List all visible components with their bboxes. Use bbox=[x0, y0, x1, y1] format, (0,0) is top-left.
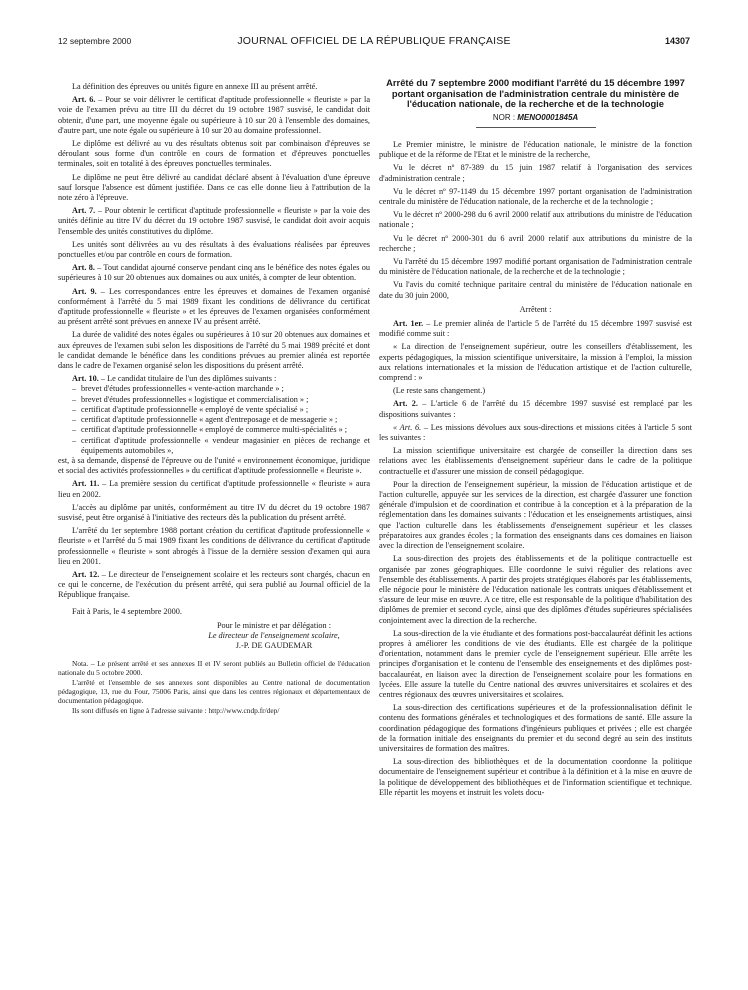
paragraph: Les unités sont délivrées au vu des résultats à des évaluations réalisées par épreuves ponctuelles et/ou par contrôle en cours de formation. bbox=[58, 239, 370, 260]
article-label: Art. 2. bbox=[393, 399, 418, 409]
article-11 bbox=[58, 479, 370, 499]
article-9 bbox=[58, 287, 370, 328]
list-item: – certificat d'aptitude professionnelle « agent d'entreposage et de messagerie » ; bbox=[72, 415, 370, 425]
article-text: – Pour obtenir le certificat d'aptitude professionnelle « fleuriste » par la voie des unités définie au titre IV du décret du 19 octobre 1987 susvisé, le candidat doit avoir acquis l'ensemble des unités constitutives du diplôme. bbox=[58, 206, 370, 236]
article-8 bbox=[58, 263, 370, 283]
nor-label: NOR : bbox=[492, 112, 518, 122]
paragraph: Le diplôme ne peut être délivré au candidat déclaré absent à l'évaluation d'une épreuve sauf lorsque l'absence est dûment justifiée. Dans ce cas elle donne lieu à l'attribution de la note zéro à l'épreuve. bbox=[58, 172, 370, 203]
visa: Vu le décret nº 97-1149 du 15 décembre 1997 portant organisation de l'administration centrale du ministère de l'éducation nationale, de la recherche et de la technologie ; bbox=[379, 186, 692, 206]
date-place: Fait à Paris, le 4 septembre 2000. bbox=[72, 606, 182, 616]
note-paragraph: L'arrêté et l'ensemble de ses annexes sont disponibles au Centre national de documentation pédagogique, 13, rue du Four, 75006 Paris, ainsi que dans les centres régionaux et départementaux de documentation pédagogique. bbox=[58, 678, 370, 706]
paragraph: est, à sa demande, dispensé de l'épreuve ou de l'unité « environnement économique, juridique et social des activités professionnelles » du certificat d'aptitude professionnelle « fleuriste ». bbox=[58, 455, 370, 476]
paragraph: L'arrêté du 1er septembre 1988 portant création du certificat d'aptitude professionnelle « fleuriste » et l'arrêté du 5 mai 1989 fixant les conditions de délivrance du certificat d'aptitude professionnelle « fleuriste » sont abrogés à l'issue de la dernière session d'examen qui aura lieu en 2001. bbox=[58, 526, 370, 566]
signatory-name: J.-P. DE GAUDEMAR bbox=[235, 641, 313, 651]
article-label: Art. 8. bbox=[72, 263, 95, 273]
visa: Vu le décret nº 2000-298 du 6 avril 2000 relatif aux attributions du ministre de l'éducation nationale ; bbox=[379, 210, 692, 230]
article-label: Art. 12. bbox=[72, 569, 100, 579]
article-text: – Pour se voir délivrer le certificat d'aptitude professionnelle « fleuriste » par la voie de l'examen prévu au titre III du décret du 19 octobre 1987 susvisé, le candidat doit obtenir, d'une part, une moyenne égale ou supérieure à 10 sur 20 à l'ensemble des domaines, d'autre part, une note égale ou supérieure à 10 sur 20 au domaine professionnel. bbox=[58, 95, 370, 135]
article-text: – L'article 6 de l'arrêté du 15 décembre 1997 susvisé est remplacé par les dispositions suivantes : bbox=[379, 399, 692, 419]
separator-rule bbox=[476, 127, 596, 128]
quotation: « La direction de l'enseignement supérieur, outre les conseillers d'établissement, les experts pédagogiques, la mission scientifique universitaire, la mission à l'emploi, la mission aux relations internationales et la mission de l'éducation artistique et de l'action culturelle, comprend : » bbox=[379, 342, 692, 383]
list-item: – certificat d'aptitude professionnelle « employé de vente spécialisé » ; bbox=[72, 405, 370, 415]
paragraph: (Le reste sans changement.) bbox=[393, 386, 486, 396]
article-label: Art. 6. bbox=[72, 95, 96, 105]
visa: Vu le décret nº 87-389 du 15 juin 1987 relatif à l'organisation des services d'administration centrale ; bbox=[379, 163, 692, 183]
paragraph: La sous-direction des bibliothèques et de la documentation coordonne la politique documentaire de l'enseignement supérieur et contribue à la définition et à la mise en œuvre de la politique de développement des bibliothèques et de l'information scientifique et technique. Elle répartit les moyens et instruit les volets docu- bbox=[379, 757, 692, 797]
paragraph: Le diplôme est délivré au vu des résultats obtenus soit par combinaison d'épreuves se déroulant sous forme d'un contrôle en cours de formation et d'épreuves ponctuelles terminales, soit en totalité à des épreuves ponctuelles terminales. bbox=[58, 139, 370, 169]
arretent-heading: Arrêtent : bbox=[519, 304, 552, 314]
article-text: – Le candidat titulaire de l'un des diplômes suivants : bbox=[98, 374, 277, 384]
paragraph: La mission scientifique universitaire est chargée de conseiller la direction dans ses relations avec les établissements d'enseignement supérieur dans le cadre de la politique contractuelle et d'assurer une mission de conseil pédagogique. bbox=[379, 446, 692, 476]
list-item: – certificat d'aptitude professionnelle « employé de commerce multi-spécialités » ; bbox=[72, 425, 370, 435]
decree-title: Arrêté du 7 septembre 2000 modifiant l'arrêté du 15 décembre 1997 portant organisation de l'administration centrale du ministère de l'éducation nationale, de la recherche et de la technologie bbox=[386, 77, 685, 110]
signature-line: Pour le ministre et par délégation : bbox=[216, 620, 332, 630]
article-label: Art. 9. bbox=[72, 286, 97, 296]
article-1 bbox=[379, 319, 692, 339]
paragraph: L'accès au diplôme par unités, conformément au titre IV du décret du 19 octobre 1987 susvisé, peut être organisé à l'initiative des recteurs dès la publication du présent arrêté. bbox=[58, 502, 370, 522]
paragraph: La sous-direction des projets des établissements et de la politique contractuelle est organisée par zones géographiques. Elle coordonne le suivi régulier des relations avec l'ensemble des établissements. A partir des projets stratégiques élaborés par les établissements, elle négocie pour le ministère de l'éducation nationale les contrats uniques d'établissement et s'assure de leur mise en œuvre. A ce titre, elle est responsable de la politique d'habilitation des diplômes de premier et second cycle, ainsi que des diplômes d'études supérieures spécialisées conjointement avec la direction de la recherche. bbox=[379, 554, 692, 625]
running-header bbox=[0, 36, 748, 50]
article-text: – Les missions dévolues aux sous-directions et missions citées à l'article 5 sont les suivantes : bbox=[379, 422, 692, 443]
visa: Vu l'arrêté du 15 décembre 1997 modifié portant organisation de l'administration centrale du ministère de l'éducation nationale, de la recherche et de la technologie ; bbox=[379, 257, 692, 277]
header-date: 12 septembre 2000 bbox=[58, 36, 132, 46]
article-label: Art. 1er. bbox=[393, 319, 424, 329]
article-text: – Le directeur de l'enseignement scolaire et les recteurs sont chargés, chacun en ce qui le concerne, de l'exécution du présent arrêté, qui sera publié au Journal officiel de la République française. bbox=[58, 569, 370, 600]
article-label: Art. 10. bbox=[72, 374, 99, 384]
list-item: – certificat d'aptitude professionnelle « vendeur magasinier en pièces de rechange et équipements automobiles », bbox=[72, 436, 370, 456]
paragraph: La définition des épreuves ou unités figure en annexe III au présent arrêté. bbox=[72, 82, 318, 91]
diploma-list bbox=[72, 384, 370, 455]
nor-reference bbox=[379, 113, 692, 123]
signature-block bbox=[178, 621, 370, 652]
paragraph: La durée de validité des notes égales ou supérieures à 10 sur 20 obtenues aux domaines et aux épreuves de l'examen subi selon les dispositions de l'arrêté du 5 mai 1989 précité et dont le candidat demande le bénéfice dans les conditions prévues au premier alinéa est reportée dans le cadre de l'examen organisé selon les dispositions du présent arrêté. bbox=[58, 330, 370, 371]
signature-title: Le directeur de l'enseignement scolaire, bbox=[208, 630, 340, 640]
header-title: JOURNAL OFFICIEL DE LA RÉPUBLIQUE FRANÇAISE bbox=[237, 35, 511, 47]
quoted-article-6 bbox=[379, 423, 692, 443]
article-label: Art. 7. bbox=[72, 206, 96, 216]
visa: Vu l'avis du comité technique paritaire central du ministère de l'éducation nationale en date du 30 juin 2000, bbox=[379, 280, 692, 300]
nor-code: MENO0001845A bbox=[517, 112, 579, 122]
article-12 bbox=[58, 570, 370, 601]
article-text: – La première session du certificat d'aptitude professionnelle « fleuriste » aura lieu en 2002. bbox=[58, 479, 370, 499]
note-paragraph: Nota. – Le présent arrêté et ses annexes II et IV seront publiés au Bulletin officiel de l'éducation nationale du 5 octobre 2000. bbox=[58, 659, 370, 678]
list-item: – brevet d'études professionnelles « vente-action marchande » ; bbox=[72, 384, 370, 394]
paragraph: Pour la direction de l'enseignement supérieur, la mission de l'éducation artistique et de l'action culturelle, appuyée sur les services de la direction, est chargée d'assurer une fonction générale d'impulsion et de coordination et contribue à la conception et à la préparation de la réglementation dans les domaines suivants : l'éducation et les enseignements artistiques, ainsi que l'action culturelle dans les établissements d'enseignement supérieur et les classes préparatoires aux grandes écoles ; la formation des enseignants dans ces domaines en liaison avec la direction de l'enseignement scolaire. bbox=[379, 479, 692, 551]
preamble: Le Premier ministre, le ministre de l'éducation nationale, le ministre de la fonction publique et de la réforme de l'Etat et le ministre de la recherche, bbox=[379, 139, 692, 160]
article-text: – Tout candidat ajourné conserve pendant cinq ans le bénéfice des notes égales ou supérieures à 10 sur 20 obtenues aux domaines ou aux unités, à compter de leur obtention. bbox=[58, 263, 371, 283]
article-2 bbox=[379, 399, 692, 419]
article-text: – Les correspondances entre les épreuves et domaines de l'examen organisé conformément à l'arrêté du 5 mai 1989 fixant les conditions de délivrance du certificat d'aptitude professionnelle « fleuriste » et les épreuves de l'examen organisées conformément au présent arrêté sont prévues en annexe IV au présent arrêté. bbox=[58, 286, 370, 327]
paragraph: La sous-direction des certifications supérieures et de la professionnalisation définit le contenu des formations générales et technologiques et des formations de santé. Elle assure la coordination pédagogique des formations d'ingénieurs publiques et privées ; elle est chargée de la formation initiale des enseignants du premier et du second degré au sein des instituts universitaires de formation des maîtres. bbox=[379, 703, 692, 753]
article-label: Art. 11. bbox=[72, 479, 100, 489]
note-paragraph: Ils sont diffusés en ligne à l'adresse suivante : http://www.cndp.fr/dep/ bbox=[72, 706, 280, 716]
article-10 bbox=[58, 374, 370, 384]
paragraph: La sous-direction de la vie étudiante et des formations post-baccalauréat définit les actions propres à améliorer les conditions de vie des étudiants. Elle est chargée de la politique d'orientation, notamment dans le premier cycle de l'enseignement supérieur. Elle arrête les principes d'organisation et le contenu de l'ensemble des enseignements et des diplômes post-baccalauréat, en liaison avec la direction de l'enseignement scolaire pour les formations en lycées. Elle assure la tutelle du Centre national des œuvres universitaires et scolaires et des centres régionaux des œuvres universitaires et scolaires. bbox=[379, 628, 692, 699]
right-column bbox=[379, 78, 692, 801]
visa: Vu le décret nº 2000-301 du 6 avril 2000 relatif aux attributions du ministre de la recherche ; bbox=[379, 233, 692, 253]
left-column bbox=[58, 82, 370, 716]
article-text: – Le premier alinéa de l'article 5 de l'arrêté du 15 décembre 1997 susvisé est modifié comme suit : bbox=[379, 319, 692, 339]
article-6 bbox=[58, 95, 370, 136]
list-item: – brevet d'études professionnelles « logistique et commercialisation » ; bbox=[72, 395, 370, 405]
article-label: « Art. 6. bbox=[393, 422, 422, 432]
page-number: 14307 bbox=[664, 36, 690, 46]
footnote bbox=[58, 659, 370, 715]
article-7 bbox=[58, 206, 370, 237]
